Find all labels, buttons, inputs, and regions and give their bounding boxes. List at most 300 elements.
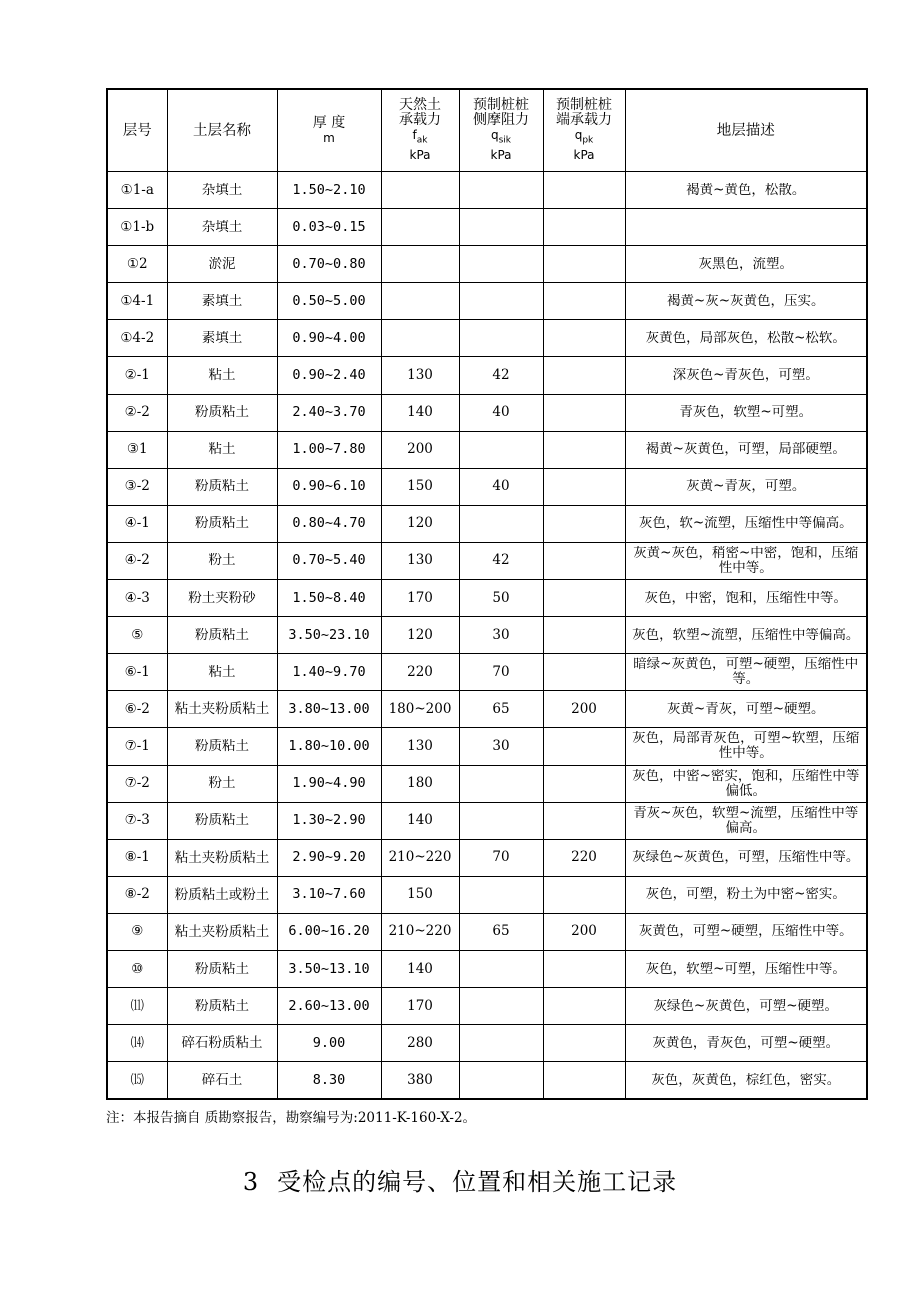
- cell-qsik: [459, 802, 543, 839]
- cell-qpk: [543, 765, 625, 802]
- cell-description-text: 青灰色，软塑~可塑。: [679, 405, 813, 421]
- cell-qsik: [459, 839, 543, 876]
- cell-thickness: [277, 988, 381, 1025]
- cell-description: [625, 320, 867, 357]
- cell-thickness: [277, 654, 381, 691]
- cell-thickness: [277, 728, 381, 765]
- cell-description-text: 暗绿~灰黄色，可塑~硬塑，压缩性中等。: [633, 657, 859, 688]
- cell-thickness-text: 1.80~10.00: [288, 738, 370, 754]
- cell-thickness: [277, 283, 381, 320]
- header-qpk-unit: kPa: [573, 148, 595, 163]
- cell-description: [625, 728, 867, 765]
- cell-layer-no: [107, 802, 167, 839]
- cell-qpk: [543, 1062, 625, 1100]
- cell-soil-name: [167, 950, 277, 987]
- cell-fak-text: 180~200: [388, 701, 452, 717]
- table-row: [107, 988, 867, 1025]
- cell-soil-name-text: 粘土夹粉质粘土: [174, 701, 270, 718]
- cell-description-text: 灰色，软~流塑，压缩性中等偏高。: [638, 516, 853, 532]
- cell-qpk: [543, 802, 625, 839]
- table-body: [107, 172, 867, 1100]
- cell-description: [625, 172, 867, 209]
- cell-thickness: [277, 172, 381, 209]
- cell-fak-text: 220: [407, 664, 433, 680]
- cell-description-text: 灰色，局部青灰色，可塑~软塑，压缩性中等。: [632, 731, 860, 762]
- cell-qsik: [459, 209, 543, 246]
- cell-thickness-text: 8.30: [312, 1072, 346, 1088]
- cell-soil-name: [167, 1025, 277, 1062]
- cell-thickness-text: 9.00: [312, 1035, 346, 1051]
- header-fak-symbol: [384, 128, 457, 148]
- cell-layer-no: [107, 1062, 167, 1100]
- cell-soil-name-text: 素填土: [201, 293, 243, 309]
- cell-description: [625, 1062, 867, 1100]
- cell-description-text: 灰黄~青灰，可塑~硬塑。: [666, 701, 825, 717]
- cell-soil-name-text: 粉土: [208, 553, 236, 569]
- cell-layer-no: [107, 988, 167, 1025]
- cell-description-text: 灰黄色，青灰色，可塑~硬塑。: [652, 1035, 840, 1051]
- cell-qsik-text: 65: [492, 924, 510, 940]
- cell-soil-name-text: 素填土: [201, 330, 243, 346]
- cell-qsik: [459, 950, 543, 987]
- table-row: [107, 394, 867, 431]
- cell-layer-no-text: ④-2: [124, 553, 150, 569]
- cell-qsik: [459, 913, 543, 950]
- cell-qpk: [543, 431, 625, 468]
- cell-thickness-text: 3.50~23.10: [288, 627, 370, 643]
- header-qsik: [459, 89, 543, 172]
- cell-qpk: [543, 950, 625, 987]
- cell-description-text: 深灰色~青灰色，可塑。: [672, 368, 819, 384]
- cell-soil-name: [167, 765, 277, 802]
- cell-description: [625, 505, 867, 542]
- cell-fak-text: 150: [407, 887, 433, 903]
- cell-qpk: [543, 913, 625, 950]
- cell-fak: [381, 542, 459, 579]
- cell-thickness-text: 2.90~9.20: [292, 850, 366, 866]
- cell-qsik: [459, 431, 543, 468]
- cell-fak: [381, 1062, 459, 1100]
- cell-qsik: [459, 728, 543, 765]
- table-row: [107, 172, 867, 209]
- cell-layer-no-text: ⑤: [131, 627, 144, 643]
- cell-qpk: [543, 357, 625, 394]
- cell-thickness: [277, 357, 381, 394]
- cell-layer-no-text: ③1: [126, 442, 148, 458]
- cell-qsik-text: 42: [492, 368, 510, 384]
- cell-description-text: 灰黑色，流塑。: [698, 256, 793, 272]
- cell-soil-name: [167, 802, 277, 839]
- cell-fak: [381, 876, 459, 913]
- cell-qsik: [459, 172, 543, 209]
- cell-layer-no-text: ⑥-1: [124, 664, 150, 680]
- cell-fak-text: 280: [407, 1035, 433, 1051]
- cell-fak-text: 170: [407, 590, 433, 606]
- cell-layer-no-text: ⑦-2: [124, 776, 150, 792]
- cell-layer-no-text: ②-2: [124, 405, 150, 421]
- cell-soil-name-text: 粉质粘土: [195, 479, 249, 495]
- cell-description-text: 褐黄~灰黄色，可塑，局部硬塑。: [645, 442, 846, 458]
- cell-soil-name-text: 粉质粘土: [195, 813, 249, 829]
- cell-qsik: [459, 580, 543, 617]
- cell-soil-name: [167, 283, 277, 320]
- cell-layer-no-text: ⑥-2: [124, 701, 150, 717]
- cell-qsik-text: 30: [492, 738, 510, 754]
- cell-description: [625, 691, 867, 728]
- cell-soil-name: [167, 320, 277, 357]
- cell-qsik: [459, 320, 543, 357]
- cell-qpk-text: 200: [571, 701, 597, 717]
- cell-qsik: [459, 988, 543, 1025]
- cell-layer-no: [107, 913, 167, 950]
- cell-soil-name-text: 粉土: [208, 776, 236, 792]
- footnote: 注：本报告摘自 质勘察报告，勘察编号为:2011-K-160-X-2。: [106, 1110, 477, 1126]
- cell-fak: [381, 394, 459, 431]
- cell-layer-no: [107, 654, 167, 691]
- cell-thickness: [277, 505, 381, 542]
- cell-qpk: [543, 505, 625, 542]
- cell-fak-text: 120: [407, 627, 433, 643]
- cell-layer-no-text: ①1-a: [120, 182, 154, 198]
- cell-fak: [381, 765, 459, 802]
- cell-fak: [381, 283, 459, 320]
- cell-layer-no: [107, 950, 167, 987]
- cell-layer-no: [107, 876, 167, 913]
- cell-description-text: 灰黄色，局部灰色，松散~松软。: [645, 330, 846, 346]
- table-row: [107, 839, 867, 876]
- cell-qpk: [543, 246, 625, 283]
- cell-layer-no-text: ⑧-2: [124, 887, 150, 903]
- cell-layer-no-text: ⑧-1: [124, 850, 150, 866]
- cell-soil-name-text: 粉质粘土: [195, 627, 249, 643]
- cell-description-text: 灰绿色~灰黄色，可塑，压缩性中等。: [632, 850, 860, 866]
- cell-fak: [381, 209, 459, 246]
- cell-description: [625, 839, 867, 876]
- cell-thickness: [277, 913, 381, 950]
- cell-soil-name: [167, 431, 277, 468]
- cell-thickness: [277, 246, 381, 283]
- cell-fak: [381, 357, 459, 394]
- table-row: [107, 691, 867, 728]
- cell-thickness-text: 1.40~9.70: [292, 664, 366, 680]
- cell-thickness: [277, 1025, 381, 1062]
- cell-qsik-text: 40: [492, 405, 510, 421]
- cell-fak-text: 140: [407, 405, 433, 421]
- cell-thickness-text: 1.30~2.90: [292, 813, 366, 829]
- table-row: [107, 617, 867, 654]
- cell-thickness-text: 3.10~7.60: [292, 887, 366, 903]
- cell-description-text: 青灰~灰色，软塑~流塑，压缩性中等偏高。: [633, 805, 859, 836]
- table-row: [107, 283, 867, 320]
- cell-layer-no-text: ⒁: [130, 1035, 144, 1051]
- cell-soil-name: [167, 988, 277, 1025]
- cell-layer-no: [107, 283, 167, 320]
- cell-qpk: [543, 283, 625, 320]
- cell-qsik: [459, 505, 543, 542]
- cell-fak: [381, 580, 459, 617]
- cell-qsik-text: 70: [492, 850, 510, 866]
- cell-soil-name-text: 杂填土: [201, 182, 243, 198]
- header-description: 地层描述: [625, 89, 867, 172]
- cell-layer-no-text: ③-2: [124, 479, 150, 495]
- table-row: [107, 913, 867, 950]
- table-row: [107, 728, 867, 765]
- cell-qpk: [543, 468, 625, 505]
- cell-soil-name: [167, 728, 277, 765]
- header-qpk: [543, 89, 625, 172]
- cell-thickness: [277, 394, 381, 431]
- cell-qpk-text: 220: [571, 850, 597, 866]
- cell-fak-text: 130: [407, 368, 433, 384]
- cell-thickness-text: 0.03~0.15: [292, 219, 366, 235]
- section-number: 3: [242, 1168, 260, 1196]
- cell-layer-no: [107, 580, 167, 617]
- cell-layer-no: [107, 246, 167, 283]
- cell-qpk: [543, 876, 625, 913]
- table-row: [107, 580, 867, 617]
- cell-thickness: [277, 839, 381, 876]
- cell-soil-name: [167, 505, 277, 542]
- cell-thickness-text: 3.80~13.00: [288, 701, 370, 717]
- cell-qsik: [459, 542, 543, 579]
- cell-fak-text: 210~220: [388, 850, 452, 866]
- cell-layer-no: [107, 505, 167, 542]
- header-qsik-sub: sik: [498, 135, 512, 146]
- header-qsik-sym: q: [490, 127, 499, 142]
- cell-fak-text: 140: [407, 813, 433, 829]
- cell-fak-text: 150: [407, 479, 433, 495]
- table-row: [107, 802, 867, 839]
- header-layer-no: 层号: [107, 89, 167, 172]
- cell-description: [625, 617, 867, 654]
- cell-qsik: [459, 468, 543, 505]
- cell-description-text: 褐黄~灰~灰黄色，压实。: [666, 293, 825, 309]
- cell-layer-no: [107, 431, 167, 468]
- cell-thickness-text: 0.70~0.80: [292, 256, 366, 272]
- cell-soil-name-text: 淤泥: [208, 256, 236, 272]
- header-fak-line1: 天然土: [399, 96, 441, 113]
- header-qsik-symbol: [462, 128, 541, 148]
- cell-layer-no: [107, 320, 167, 357]
- header-thickness-unit: m: [323, 130, 335, 145]
- table-header-row: [107, 89, 867, 172]
- cell-layer-no-text: ⑦-1: [124, 738, 150, 754]
- header-fak: [381, 89, 459, 172]
- cell-soil-name: [167, 246, 277, 283]
- header-qsik-line2: 侧摩阻力: [473, 111, 529, 128]
- cell-soil-name-text: 粘土夹粉质粘土: [174, 849, 270, 866]
- cell-description: [625, 246, 867, 283]
- table-row: [107, 320, 867, 357]
- cell-fak: [381, 691, 459, 728]
- cell-description: [625, 394, 867, 431]
- cell-qsik: [459, 654, 543, 691]
- cell-description-text: 灰色，中密~密实，饱和，压缩性中等偏低。: [632, 768, 860, 799]
- cell-description: [625, 283, 867, 320]
- cell-thickness: [277, 876, 381, 913]
- cell-qpk: [543, 728, 625, 765]
- cell-layer-no: [107, 765, 167, 802]
- cell-thickness-text: 1.00~7.80: [292, 442, 366, 458]
- cell-qsik-text: 50: [492, 590, 510, 606]
- cell-thickness: [277, 209, 381, 246]
- cell-thickness-text: 2.60~13.00: [288, 998, 370, 1014]
- cell-soil-name-text: 粉土夹粉砂: [188, 590, 256, 606]
- cell-thickness-text: 3.50~13.10: [288, 961, 370, 977]
- cell-qpk-text: 200: [571, 924, 597, 940]
- table-row: [107, 765, 867, 802]
- cell-layer-no-text: ①4-1: [120, 293, 155, 309]
- soil-layer-table: [106, 88, 868, 1100]
- table-row: [107, 357, 867, 394]
- cell-soil-name: [167, 1062, 277, 1100]
- header-qpk-sub: pk: [582, 135, 594, 146]
- cell-soil-name: [167, 913, 277, 950]
- header-fak-line2: 承载力: [399, 111, 441, 128]
- cell-layer-no: [107, 1025, 167, 1062]
- cell-soil-name: [167, 617, 277, 654]
- cell-soil-name: [167, 654, 277, 691]
- cell-qsik: [459, 691, 543, 728]
- cell-qpk: [543, 654, 625, 691]
- cell-soil-name-text: 粉质粘土: [195, 405, 249, 421]
- cell-qpk: [543, 209, 625, 246]
- cell-thickness-text: 1.90~4.90: [292, 776, 366, 792]
- cell-layer-no-text: ⒂: [130, 1072, 144, 1088]
- cell-soil-name-text: 粘土: [208, 442, 236, 458]
- cell-qsik: [459, 617, 543, 654]
- cell-qpk: [543, 394, 625, 431]
- header-qsik-unit: kPa: [490, 148, 512, 163]
- header-thickness: [277, 89, 381, 172]
- cell-soil-name: [167, 209, 277, 246]
- table-row: [107, 505, 867, 542]
- header-qpk-line1: 预制桩桩: [556, 96, 612, 113]
- cell-layer-no: [107, 542, 167, 579]
- cell-layer-no-text: ⑦-3: [124, 813, 150, 829]
- cell-description: [625, 950, 867, 987]
- cell-qsik-text: 65: [492, 701, 510, 717]
- cell-thickness-text: 0.50~5.00: [292, 293, 366, 309]
- cell-layer-no: [107, 172, 167, 209]
- cell-description-text: 灰绿色~灰黄色，可塑~硬塑。: [653, 998, 839, 1014]
- cell-thickness: [277, 617, 381, 654]
- header-qpk-line2: 端承载力: [556, 111, 612, 128]
- header-soil-name: 土层名称: [167, 89, 277, 172]
- cell-thickness-text: 1.50~2.10: [292, 182, 366, 198]
- cell-layer-no: [107, 357, 167, 394]
- cell-description-text: 灰黄色，可塑~硬塑，压缩性中等。: [638, 924, 853, 940]
- cell-description-text: 灰黄~灰色，稍密~中密，饱和，压缩性中等。: [633, 545, 859, 576]
- cell-fak: [381, 617, 459, 654]
- cell-fak-text: 180: [407, 776, 433, 792]
- cell-soil-name: [167, 172, 277, 209]
- cell-qpk: [543, 320, 625, 357]
- cell-layer-no-text: ⑨: [131, 924, 144, 940]
- table-row: [107, 431, 867, 468]
- cell-soil-name: [167, 357, 277, 394]
- cell-description-text: 灰色，中密，饱和，压缩性中等。: [644, 590, 847, 606]
- cell-qsik: [459, 765, 543, 802]
- cell-soil-name: [167, 580, 277, 617]
- cell-thickness-text: 0.70~5.40: [292, 553, 366, 569]
- cell-qsik: [459, 876, 543, 913]
- cell-layer-no: [107, 617, 167, 654]
- cell-soil-name: [167, 691, 277, 728]
- cell-soil-name: [167, 839, 277, 876]
- cell-qsik: [459, 394, 543, 431]
- table-row: [107, 654, 867, 691]
- cell-layer-no-text: ①1-b: [120, 219, 155, 235]
- cell-fak: [381, 728, 459, 765]
- cell-fak: [381, 172, 459, 209]
- cell-description: [625, 765, 867, 802]
- cell-soil-name-text: 碎石粉质粘土: [181, 1035, 263, 1052]
- cell-soil-name-text: 粉质粘土: [195, 738, 249, 754]
- cell-layer-no-text: ⑩: [131, 961, 144, 977]
- cell-description-text: 灰色，可塑，粉土为中密~密实。: [645, 887, 846, 903]
- cell-layer-no-text: ⑾: [130, 998, 144, 1014]
- cell-description-text: 灰色，软塑~流塑，压缩性中等偏高。: [632, 627, 860, 643]
- cell-description-text: 灰色，灰黄色，棕红色，密实。: [651, 1072, 841, 1088]
- cell-thickness-text: 0.80~4.70: [292, 516, 366, 532]
- cell-soil-name-text: 粉质粘土: [195, 516, 249, 532]
- cell-fak-text: 380: [407, 1072, 433, 1088]
- cell-soil-name-text: 粘土夹粉质粘土: [174, 923, 270, 940]
- cell-layer-no: [107, 728, 167, 765]
- cell-layer-no: [107, 394, 167, 431]
- cell-fak: [381, 950, 459, 987]
- cell-thickness: [277, 1062, 381, 1100]
- cell-fak: [381, 839, 459, 876]
- cell-fak: [381, 1025, 459, 1062]
- header-qsik-line1: 预制桩桩: [473, 96, 529, 113]
- cell-description: [625, 468, 867, 505]
- cell-soil-name: [167, 542, 277, 579]
- cell-description: [625, 876, 867, 913]
- table-row: [107, 209, 867, 246]
- cell-thickness: [277, 802, 381, 839]
- cell-thickness: [277, 431, 381, 468]
- cell-thickness-text: 6.00~16.20: [288, 924, 370, 940]
- cell-fak-text: 200: [407, 442, 433, 458]
- header-fak-sub: ak: [416, 135, 428, 146]
- cell-fak: [381, 802, 459, 839]
- cell-qsik: [459, 357, 543, 394]
- cell-soil-name: [167, 876, 277, 913]
- cell-qpk: [543, 1025, 625, 1062]
- cell-description: [625, 913, 867, 950]
- cell-soil-name-text: 粘土: [208, 368, 236, 384]
- cell-qsik-text: 70: [492, 664, 510, 680]
- cell-layer-no-text: ②-1: [124, 368, 150, 384]
- cell-layer-no-text: ①2: [126, 256, 148, 272]
- cell-qpk: [543, 580, 625, 617]
- header-fak-unit: kPa: [409, 148, 431, 163]
- table-row: [107, 542, 867, 579]
- cell-soil-name-text: 碎石土: [201, 1072, 243, 1088]
- section-heading: [0, 1162, 920, 1197]
- cell-description: [625, 431, 867, 468]
- cell-qpk: [543, 691, 625, 728]
- cell-thickness: [277, 950, 381, 987]
- cell-fak-text: 210~220: [388, 924, 452, 940]
- cell-thickness-text: 0.90~4.00: [292, 330, 366, 346]
- cell-fak: [381, 505, 459, 542]
- cell-fak: [381, 431, 459, 468]
- cell-fak-text: 170: [407, 998, 433, 1014]
- cell-qpk: [543, 617, 625, 654]
